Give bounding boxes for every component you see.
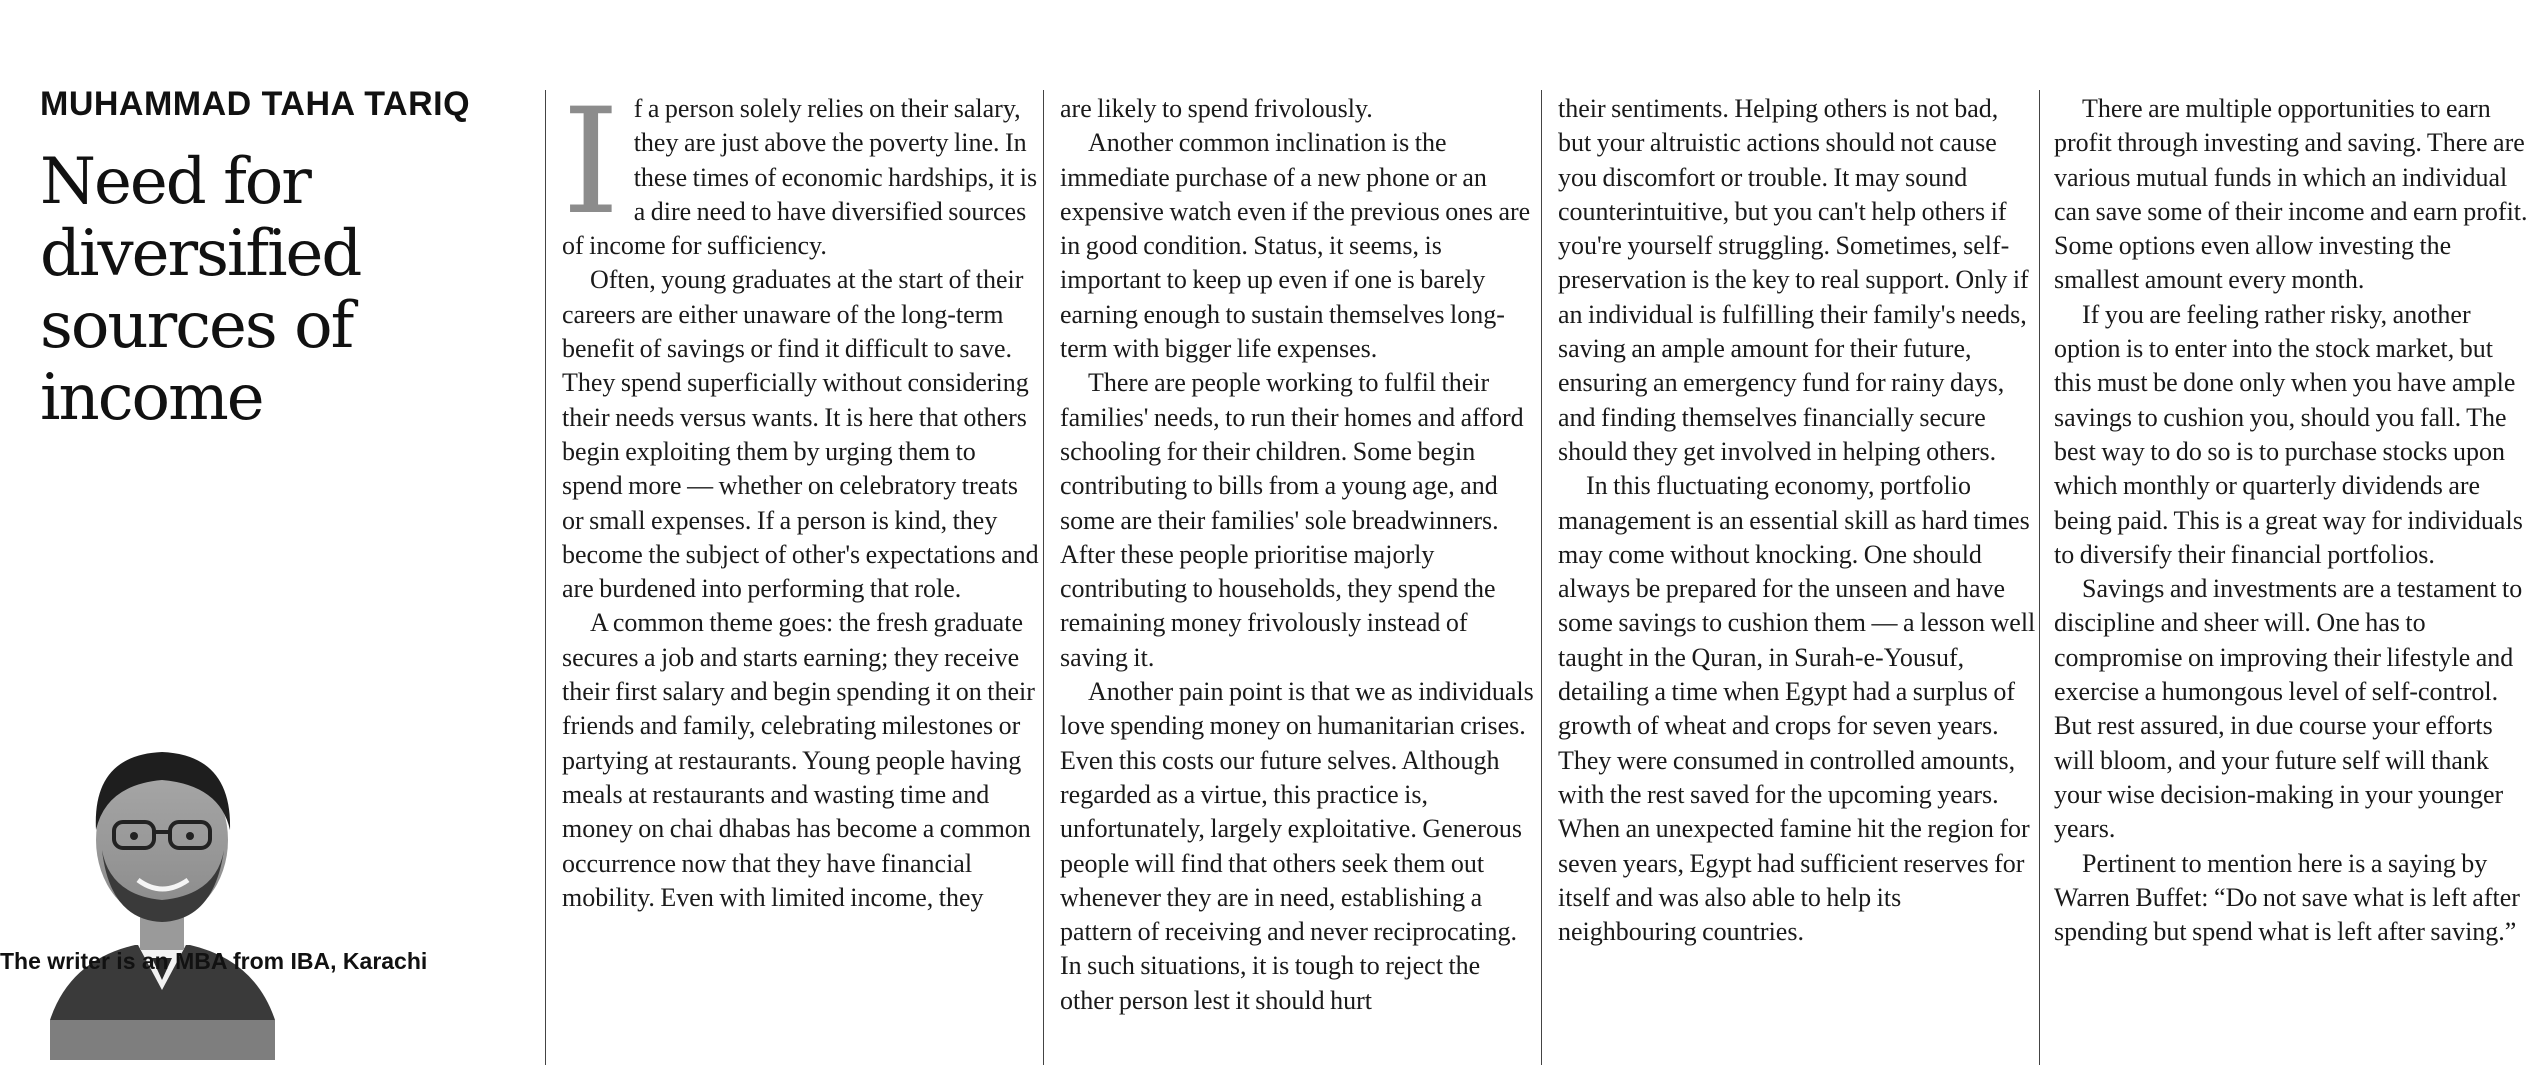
paragraph: Often, young graduates at the start of their careers are either unaware of the long-term benefit of savings or find it difficult to save. They spend superficially without considering their needs versus wants. It is here that others begin exploiting them by urging them to spend more — whether on celebratory treats or small expenses. If a person is kind, they become the subject of other's expectations and are burdened into performing that role.	[562, 265, 1039, 604]
paragraph: Pertinent to mention here is a saying by Warren Buffet: “Do not save what is left after spending but spend what is left after saving.”	[2054, 848, 2520, 947]
author-sidebar	[40, 80, 540, 1065]
author-caption: The writer is an MBA from IBA, Karachi	[0, 948, 428, 974]
paragraph: are likely to spend frivolously.	[1060, 94, 1373, 123]
paragraph: their sentiments. Helping others is not bad, but your altruistic actions should not cause you discomfort or trouble. It may sound counterintuitive, but you can't help others if you're yourself struggling. Sometimes, self-preservation is the key to real support. Only if an individual is fulfilling their family's needs, saving an ample amount for their future, ensuring an emergency fund for rainy days, and finding themselves financially secure should they get involved in helping others.	[1558, 94, 2029, 466]
paragraph: Savings and investments are a testament to discipline and sheer will. One has to compromise on improving their lifestyle and exercise a humongous level of self-control. But rest assured, in due course your efforts will bloom, and your future self will thank your wise decision-making in your younger years.	[2054, 574, 2523, 844]
column-rule	[1541, 90, 1542, 1065]
author-portrait	[40, 660, 280, 1060]
drop-cap: I	[562, 92, 620, 247]
paragraph: There are multiple opportunities to earn profit through investing and saving. There are various mutual funds in which an individual can save some of their income and earn profit. Some options even allow investing the smallest amount every month.	[2054, 94, 2528, 295]
paragraph: There are people working to fulfil their families' needs, to run their homes and afford schooling for their children. Some begin contributing to bills from a young age, and some are their families' sole breadwinners. After these people prioritise majorly contributing to households, they spend the remaining money frivolously instead of saving it.	[1060, 368, 1524, 672]
paragraph: If you are feeling rather risky, another option is to enter into the stock market, but this must be done only when you have ample savings to cushion you, should you fall. The best way to do so is to purchase stocks upon which monthly or quarterly dividends are being paid. This is a great way for individuals to diversify their financial portfolios.	[2054, 299, 2523, 569]
column-rule	[545, 90, 546, 1065]
byline: MUHAMMAD TAHA TARIQ	[40, 85, 471, 123]
article-column-2	[1060, 92, 1538, 1065]
paragraph: Another common inclination is the immediate purchase of a new phone or an expensive watch even if the previous ones are in good condition. Status, it seems, is important to keep up even if one is barely earning enough to sustain themselves long-term with bigger life expenses.	[1060, 128, 1531, 364]
headline: Need for diversified sources of income	[40, 145, 361, 435]
article-column-1	[562, 92, 1040, 1065]
paragraph-text: f a person solely relies on their salary, they are just above the poverty line. In these times of economic hardships, it is a dire need to have diversified sources of income for sufficiency.	[562, 94, 1038, 261]
paragraph: A common theme goes: the fresh graduate secures a job and starts earning; they receive their first salary and begin spending it on their friends and family, celebrating milestones or partying at restaurants. Young people having meals at restaurants and wasting time and money on chai dhabas has become a common occurrence now that they have financial mobility. Even with limited income, they	[562, 608, 1035, 912]
paragraph: In this fluctuating economy, portfolio management is an essential skill as hard times may come without knocking. One should always be prepared for the unseen and have some savings to cushion them — a lesson well taught in the Quran, in Surah-e-Yousuf, detailing a time when Egypt had a surplus of growth of wheat and crops for seven years. They were consumed in controlled amounts, with the rest saved for the upcoming years. When an unexpected famine hit the region for seven years, Egypt had sufficient reserves for itself and was also able to help its neighbouring countries.	[1558, 471, 2036, 947]
article-column-3	[1558, 92, 2036, 1065]
paragraph	[562, 92, 1040, 263]
article-column-4	[2054, 92, 2532, 1065]
column-rule	[2039, 90, 2040, 1065]
paragraph: Another pain point is that we as individuals love spending money on humanitarian crises. Even this costs our future selves. Although regarded as a virtue, this practice is, unfortunately, largely exploitative. Generous people will find that others seek them out whenever they are in need, establishing a pattern of receiving and never reciprocating. In such situations, it is tough to reject the other person lest it should hurt	[1060, 677, 1534, 1015]
column-rule	[1043, 90, 1044, 1065]
